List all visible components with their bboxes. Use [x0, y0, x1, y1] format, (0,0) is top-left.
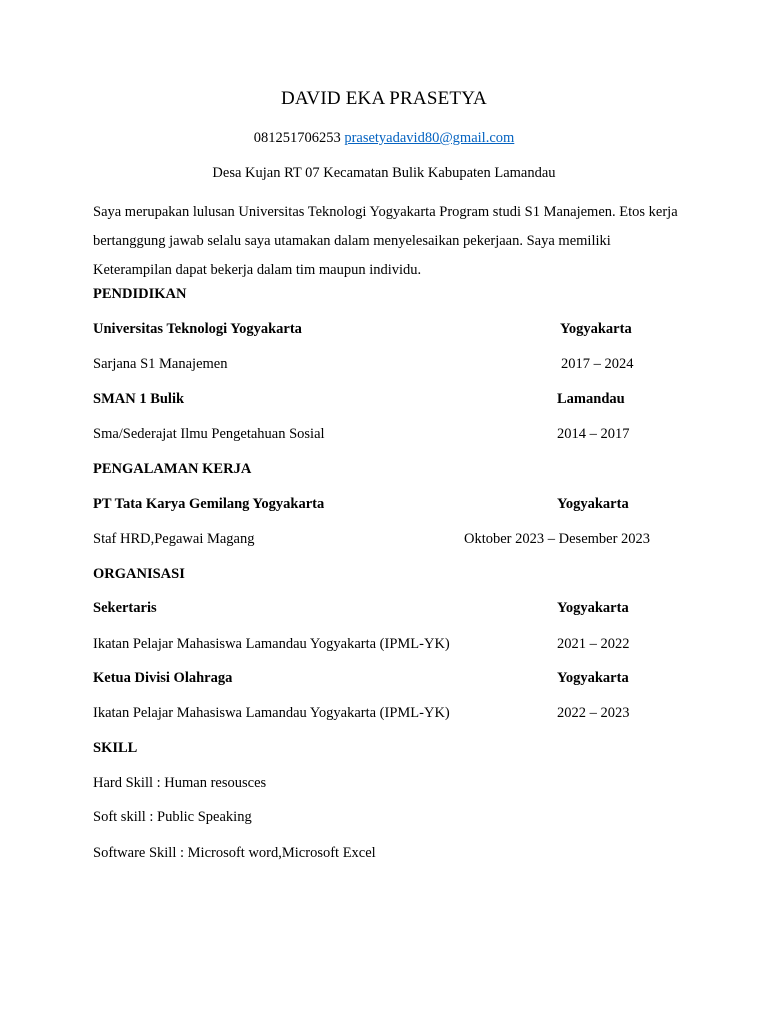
skill-item: Soft skill : Public Speaking [93, 809, 252, 825]
organization-position: Sekertaris [93, 600, 157, 616]
education-institution: Universitas Teknologi Yogyakarta [93, 321, 302, 337]
organization-name: Ikatan Pelajar Mahasiswa Lamandau Yogyakarta (IPML-YK) [93, 636, 450, 652]
education-program: Sarjana S1 Manajemen [93, 356, 228, 372]
organization-heading: ORGANISASI [93, 566, 185, 582]
contact-line [0, 130, 768, 147]
organization-years: 2021 – 2022 [557, 636, 630, 652]
experience-company: PT Tata Karya Gemilang Yogyakarta [93, 496, 325, 512]
experience-period: Oktober 2023 – Desember 2023 [464, 531, 651, 547]
phone-number: 081251706253 [253, 130, 341, 146]
education-location: Yogyakarta [560, 321, 632, 337]
organization-position: Ketua Divisi Olahraga [93, 670, 233, 686]
education-location: Lamandau [557, 391, 625, 407]
skill-item: Hard Skill : Human resousces [93, 775, 267, 791]
address-line: Desa Kujan RT 07 Kecamatan Bulik Kabupaten Lamandau [212, 165, 556, 181]
candidate-name: DAVID EKA PRASETYA [281, 88, 487, 109]
skill-item: Software Skill : Microsoft word,Microsoft Excel [93, 845, 376, 861]
experience-location: Yogyakarta [557, 496, 629, 512]
email-link[interactable]: prasetyadavid80@gmail.com [344, 130, 515, 146]
organization-name: Ikatan Pelajar Mahasiswa Lamandau Yogyakarta (IPML-YK) [93, 705, 450, 721]
education-years: 2017 – 2024 [561, 356, 634, 372]
education-program: Sma/Sederajat Ilmu Pengetahuan Sosial [93, 426, 325, 442]
education-institution: SMAN 1 Bulik [93, 391, 185, 407]
summary-paragraph: Saya merupakan lulusan Universitas Teknologi Yogyakarta Program studi S1 Manajemen. Etos kerja bertanggung jawab selalu saya utamakan dalam menyelesaikan pekerjaan. Saya memiliki Keterampilan dapat bekerja dalam tim maupun individu. [93, 204, 678, 278]
organization-location: Yogyakarta [557, 600, 629, 616]
organization-years: 2022 – 2023 [557, 705, 630, 721]
organization-location: Yogyakarta [557, 670, 629, 686]
education-heading: PENDIDIKAN [93, 286, 187, 302]
skills-heading: SKILL [93, 740, 138, 756]
education-years: 2014 – 2017 [557, 426, 630, 442]
experience-heading: PENGALAMAN KERJA [93, 461, 252, 477]
experience-role: Staf HRD,Pegawai Magang [93, 531, 255, 547]
